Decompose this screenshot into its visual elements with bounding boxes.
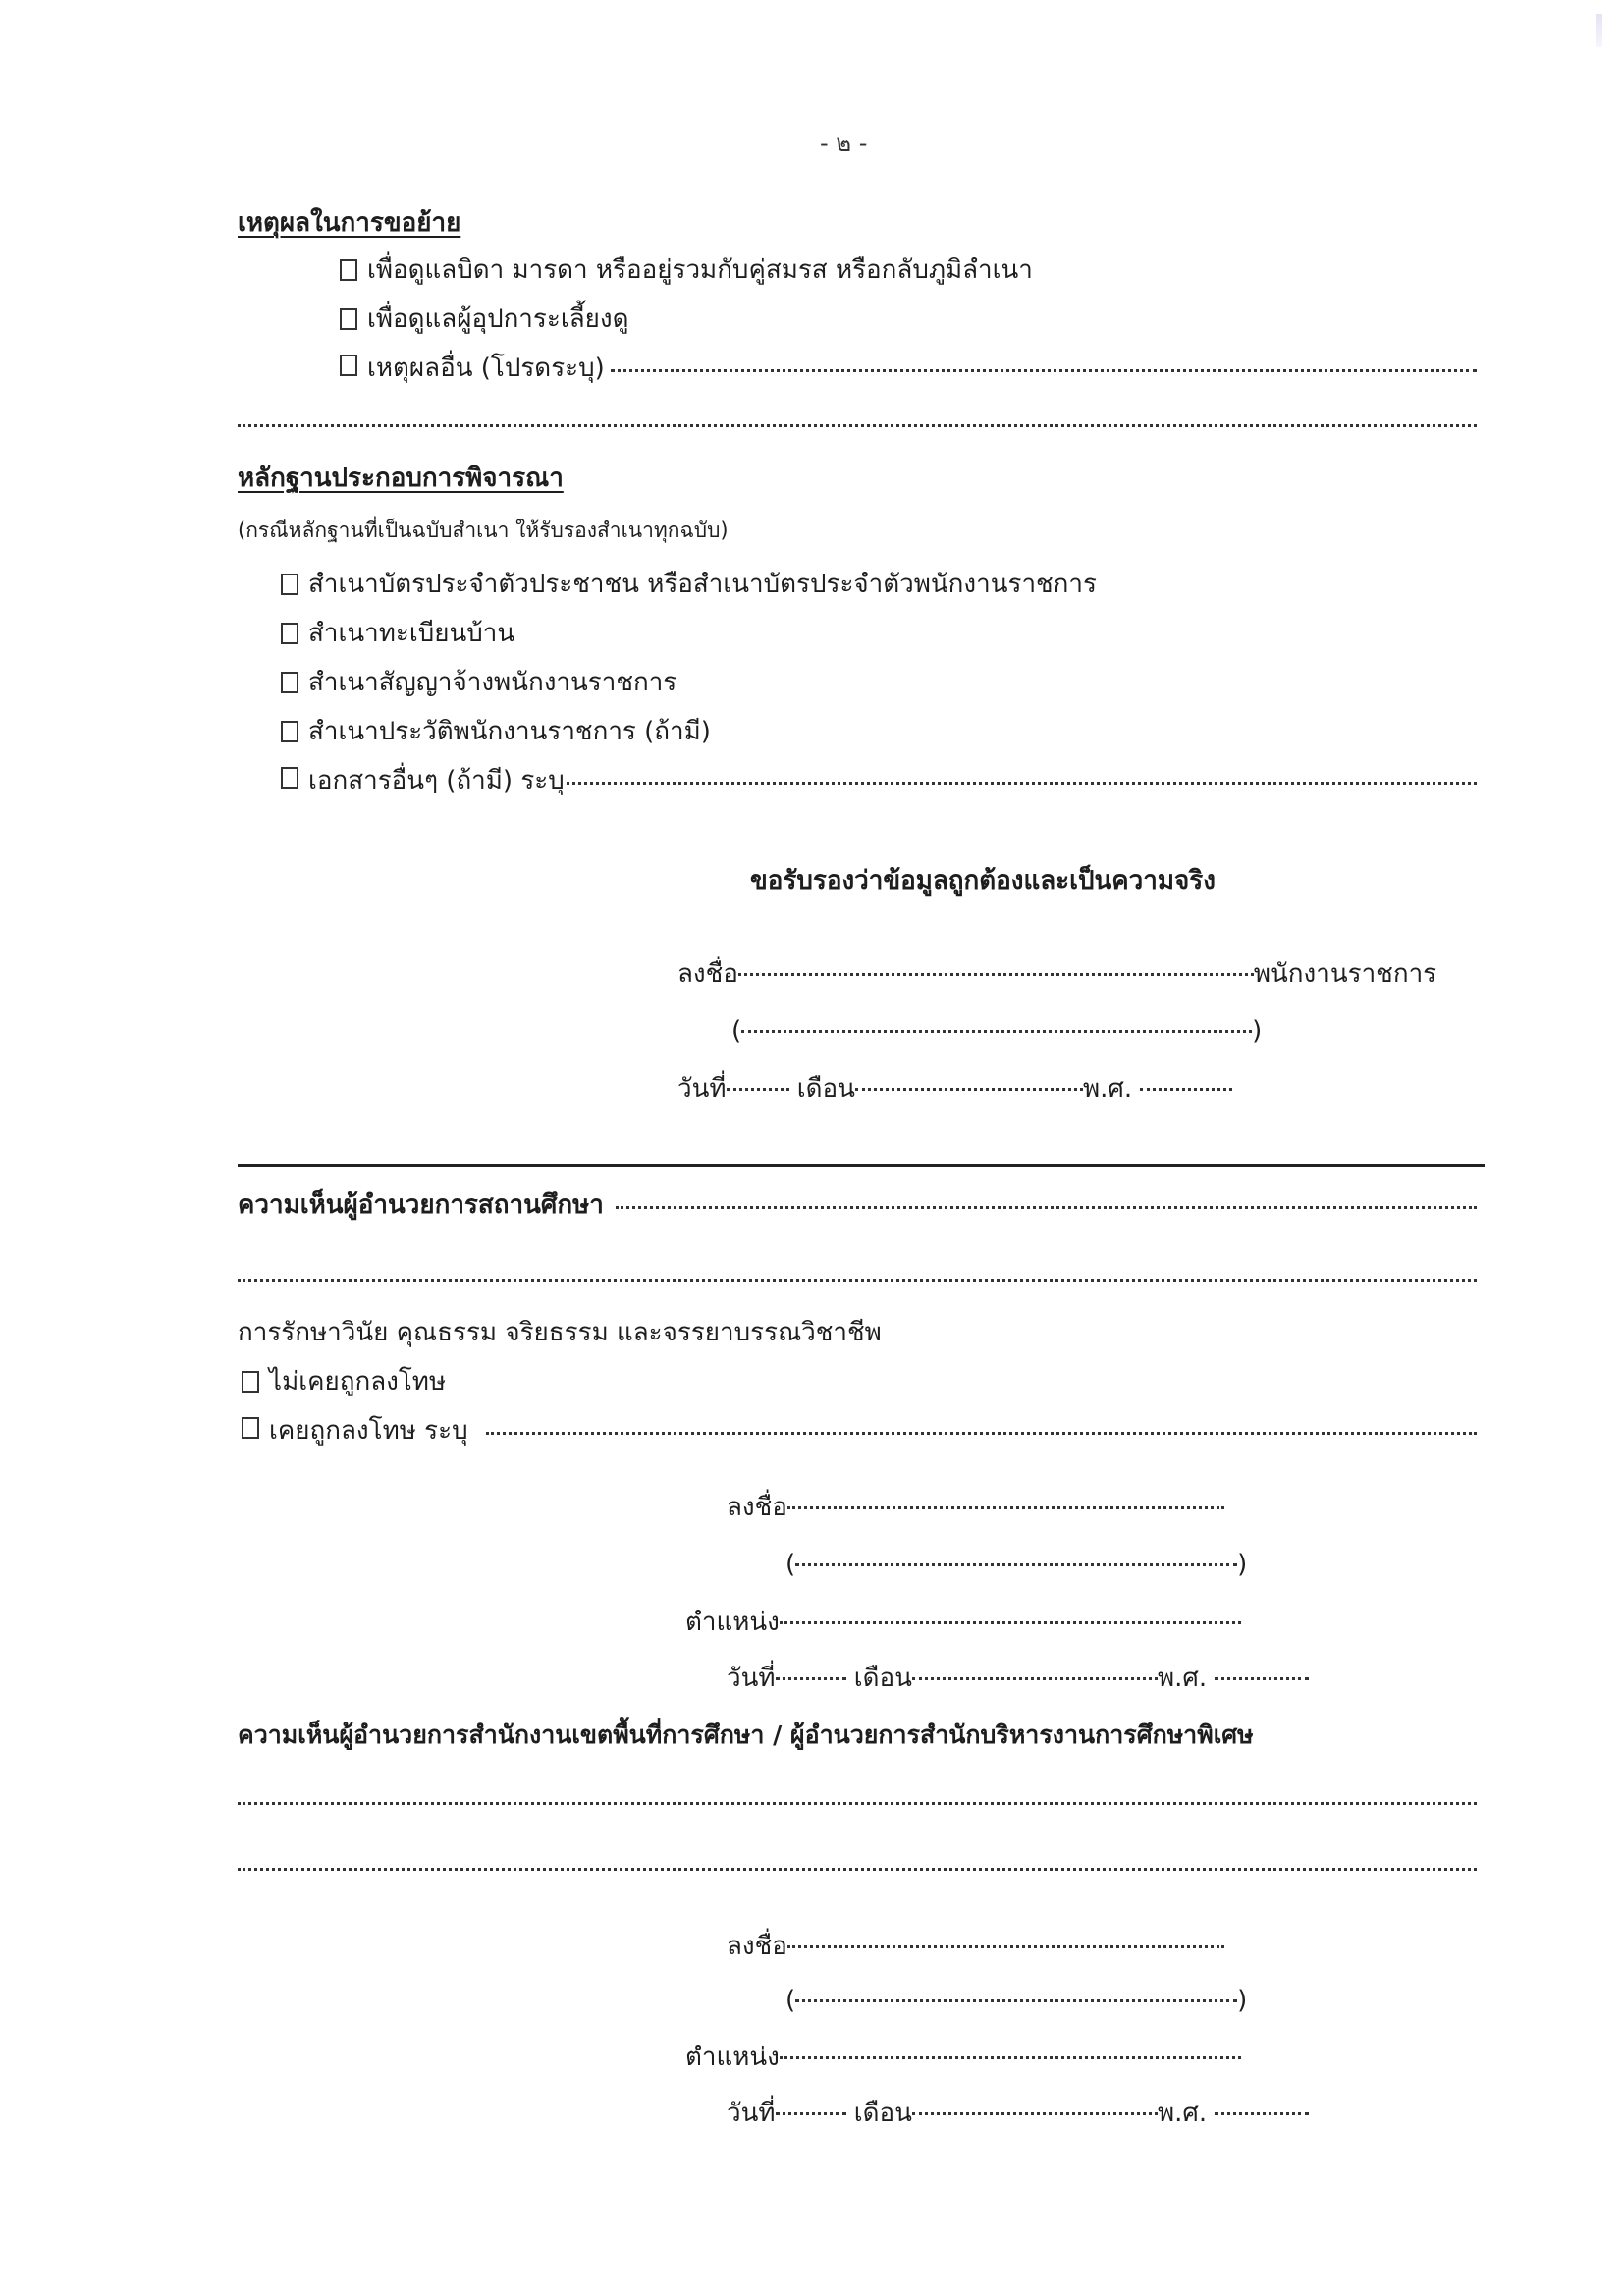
area-date-row xyxy=(727,2097,1309,2130)
discipline-option-label: ไม่เคยถูกลงโทษ xyxy=(269,1367,447,1396)
school-date-row xyxy=(727,1662,1309,1695)
month-field[interactable] xyxy=(855,1088,1083,1091)
school-director-opinion-field[interactable] xyxy=(616,1206,1477,1209)
evidence-checkbox-4[interactable] xyxy=(281,721,298,742)
discipline-option-2[interactable] xyxy=(242,1414,1477,1448)
month-field[interactable] xyxy=(912,1677,1158,1680)
position-label: ตำแหน่ง xyxy=(685,2043,780,2072)
reason-checkbox-2[interactable] xyxy=(340,308,357,330)
day-field[interactable] xyxy=(727,1088,789,1091)
reason-option-label: เหตุผลอื่น (โปรดระบุ) xyxy=(367,354,605,383)
year-field[interactable] xyxy=(1215,2112,1309,2115)
evidence-checkbox-5[interactable] xyxy=(281,767,298,789)
evidence-checkbox-2[interactable] xyxy=(281,623,298,644)
signature-field[interactable] xyxy=(738,973,1254,976)
paren-open: ( xyxy=(785,1986,796,2015)
position-field[interactable] xyxy=(780,1621,1241,1624)
reason-other-fill-line-2[interactable] xyxy=(238,424,1477,427)
school-director-opinion-field-2[interactable] xyxy=(238,1279,1477,1282)
school-position-row xyxy=(685,1606,1241,1639)
reason-checkbox-3[interactable] xyxy=(340,355,357,376)
evidence-option-4[interactable] xyxy=(281,715,711,748)
reason-option-3[interactable] xyxy=(340,352,1477,385)
evidence-option-2[interactable] xyxy=(281,617,514,650)
discipline-checkbox-1[interactable] xyxy=(242,1371,259,1393)
discipline-label: การรักษาวินัย คุณธรรม จริยธรรม และจรรยาบรรณวิชาชีพ xyxy=(238,1318,882,1347)
year-field[interactable] xyxy=(1215,1677,1309,1680)
sign-label: ลงชื่อ xyxy=(727,1932,787,1961)
reasons-heading: เหตุผลในการขอย้าย xyxy=(238,208,461,238)
reason-checkbox-1[interactable] xyxy=(340,259,357,281)
day-label: วันที่ xyxy=(677,1074,727,1104)
evidence-checkbox-3[interactable] xyxy=(281,672,298,693)
area-sign-row xyxy=(727,1930,1224,1963)
signature-field[interactable] xyxy=(787,1945,1224,1948)
section-divider xyxy=(238,1164,1485,1167)
month-label: เดือน xyxy=(853,1664,912,1693)
evidence-checkbox-1[interactable] xyxy=(281,574,298,595)
evidence-option-label: เอกสารอื่นๆ (ถ้ามี) ระบุ xyxy=(308,766,565,795)
month-field[interactable] xyxy=(912,2112,1158,2115)
day-label: วันที่ xyxy=(727,1664,776,1693)
evidence-option-label: สำเนาสัญญาจ้างพนักงานราชการ xyxy=(308,668,677,697)
paren-open: ( xyxy=(785,1550,796,1579)
printed-name-field[interactable] xyxy=(795,1563,1237,1566)
year-label: พ.ศ. xyxy=(1082,1074,1133,1104)
sign-label: ลงชื่อ xyxy=(677,959,738,989)
evidence-note: (กรณีหลักฐานที่เป็นฉบับสำเนา ให้รับรองสำเนาทุกฉบับ) xyxy=(238,519,729,542)
certify-sign-row xyxy=(677,957,1436,991)
evidence-option-3[interactable] xyxy=(281,666,676,699)
area-director-opinion-field-1[interactable] xyxy=(238,1802,1477,1805)
certify-name-row xyxy=(731,1014,1262,1048)
area-position-row xyxy=(685,2041,1241,2074)
day-field[interactable] xyxy=(776,1677,846,1680)
school-director-heading: ความเห็นผู้อำนวยการสถานศึกษา xyxy=(238,1190,604,1220)
certify-date-row xyxy=(677,1072,1232,1106)
school-sign-row xyxy=(727,1491,1224,1524)
discipline-checkbox-2[interactable] xyxy=(242,1417,259,1439)
scan-artifact xyxy=(1596,14,1602,47)
penalty-detail-field[interactable] xyxy=(486,1432,1477,1435)
certify-statement: ขอรับรองว่าข้อมูลถูกต้องและเป็นความจริง xyxy=(750,866,1216,896)
school-director-heading-row xyxy=(238,1188,1477,1222)
printed-name-field[interactable] xyxy=(741,1030,1252,1033)
sign-label: ลงชื่อ xyxy=(727,1493,787,1522)
evidence-option-1[interactable] xyxy=(281,568,1097,601)
area-director-opinion-field-2[interactable] xyxy=(238,1868,1477,1871)
evidence-option-label: สำเนาบัตรประจำตัวประชาชน หรือสำเนาบัตรประจำตัวพนักงานราชการ xyxy=(308,570,1097,599)
reason-other-fill-line[interactable] xyxy=(611,369,1477,372)
area-director-heading: ความเห็นผู้อำนวยการสำนักงานเขตพื้นที่การศึกษา / ผู้อำนวยการสำนักบริหารงานการศึกษาพิเศษ xyxy=(238,1721,1254,1749)
month-label: เดือน xyxy=(853,2099,912,2128)
sign-suffix: พนักงานราชการ xyxy=(1253,959,1437,989)
evidence-option-label: สำเนาประวัติพนักงานราชการ (ถ้ามี) xyxy=(308,717,711,746)
year-field[interactable] xyxy=(1140,1088,1232,1091)
position-field[interactable] xyxy=(780,2056,1241,2059)
reason-option-1[interactable] xyxy=(340,253,1033,287)
paren-open: ( xyxy=(731,1016,742,1046)
school-name-row xyxy=(785,1548,1247,1581)
year-label: พ.ศ. xyxy=(1157,2099,1208,2128)
evidence-other-fill-line[interactable] xyxy=(567,782,1477,785)
evidence-option-label: สำเนาทะเบียนบ้าน xyxy=(308,619,515,648)
discipline-option-1[interactable] xyxy=(242,1365,446,1398)
reason-option-2[interactable] xyxy=(340,302,628,336)
area-name-row xyxy=(785,1984,1247,2017)
year-label: พ.ศ. xyxy=(1157,1664,1208,1693)
paren-close: ) xyxy=(1237,1550,1248,1579)
position-label: ตำแหน่ง xyxy=(685,1608,780,1637)
printed-name-field[interactable] xyxy=(795,1999,1237,2002)
reason-option-label: เพื่อดูแลผู้อุปการะเลี้ยงดู xyxy=(367,304,629,334)
day-field[interactable] xyxy=(776,2112,846,2115)
signature-field[interactable] xyxy=(787,1506,1224,1509)
evidence-heading: หลักฐานประกอบการพิจารณา xyxy=(238,464,564,493)
evidence-option-5[interactable] xyxy=(281,764,1477,797)
paren-close: ) xyxy=(1252,1016,1263,1046)
reason-option-label: เพื่อดูแลบิดา มารดา หรืออยู่รวมกับคู่สมรส หรือกลับภูมิลำเนา xyxy=(367,255,1033,285)
discipline-option-label: เคยถูกลงโทษ ระบุ xyxy=(269,1416,468,1446)
page-number: - ๒ - xyxy=(820,130,868,157)
month-label: เดือน xyxy=(796,1074,855,1104)
day-label: วันที่ xyxy=(727,2099,776,2128)
paren-close: ) xyxy=(1237,1986,1248,2015)
